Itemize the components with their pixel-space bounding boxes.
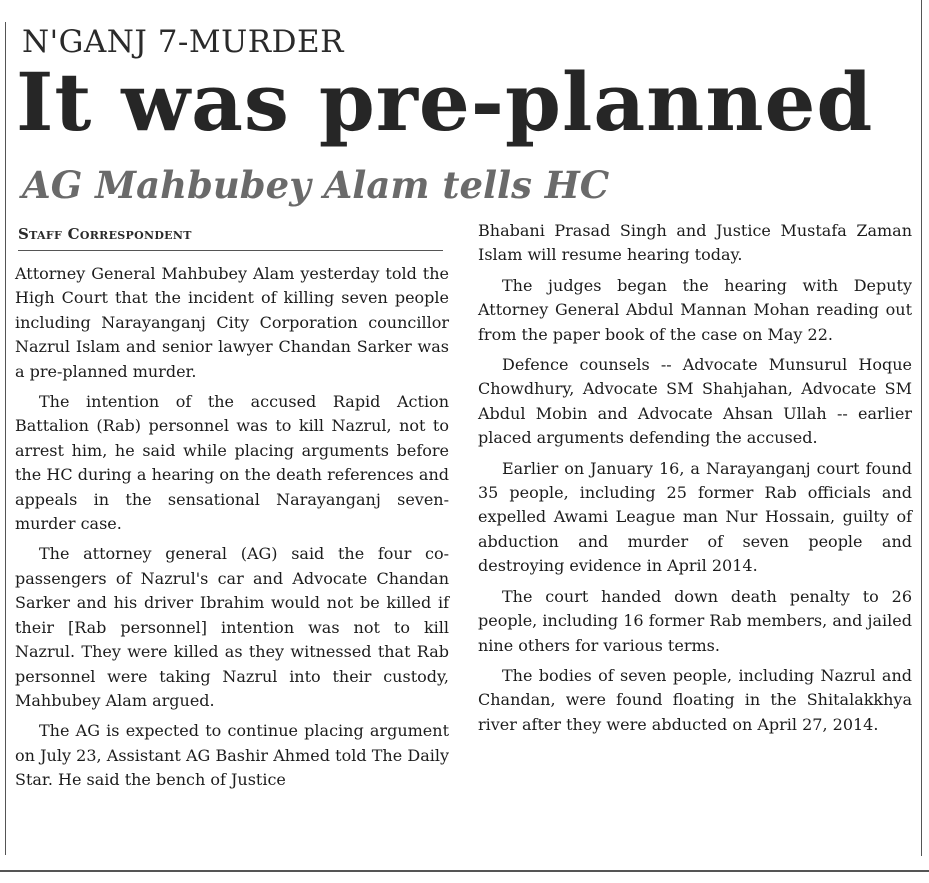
paragraph: The AG is expected to continue placing argument on July 23, Assistant AG Bashir Ahmed told The Daily Star. He said the bench of Justice xyxy=(15,721,449,790)
article-byline: Staff Correspondent xyxy=(18,225,192,243)
paragraph: The court handed down death penalty to 26 people, including 16 former Rab members, and jailed nine others for various terms. xyxy=(478,586,912,655)
clipping-border-left xyxy=(5,22,6,855)
article-column-left xyxy=(15,262,449,862)
paragraph: The judges began the hearing with Deputy Attorney General Abdul Mannan Mohan reading out from the paper book of the case on May 22. xyxy=(478,275,912,344)
clipping-border-right xyxy=(921,0,922,856)
article-subheadline: AG Mahbubey Alam tells HC xyxy=(22,163,610,207)
article-headline: It was pre-planned xyxy=(16,55,874,149)
paragraph: Bhabani Prasad Singh and Justice Mustafa Zaman Islam will resume hearing today. xyxy=(478,221,912,265)
paragraph: Attorney General Mahbubey Alam yesterday told the High Court that the incident of killing seven people including Narayanganj City Corporation councillor Nazrul Islam and senior lawyer Chandan Sarker was a pre-planned murder. xyxy=(15,264,449,381)
paragraph: Earlier on January 16, a Narayanganj court found 35 people, including 25 former Rab officials and expelled Awami League man Nur Hossain, guilty of abduction and murder of seven people and destroying evidence in April 2014. xyxy=(478,458,912,576)
article-kicker: N'GANJ 7-MURDER xyxy=(22,24,344,60)
paragraph: The intention of the accused Rapid Action Battalion (Rab) personnel was to kill Nazrul, not to arrest him, he said while placing arguments before the HC during a hearing on the death references and appeals in the sensational Narayanganj seven-murder case. xyxy=(15,392,449,534)
paragraph: Defence counsels -- Advocate Munsurul Hoque Chowdhury, Advocate SM Shahjahan, Advocate SM Abdul Mobin and Advocate Ahsan Ullah -- earlier placed arguments defending the accused. xyxy=(478,355,912,448)
article-column-right xyxy=(478,219,912,839)
byline-divider xyxy=(18,250,443,251)
paragraph: The bodies of seven people, including Nazrul and Chandan, were found floating in the Shitalakkhya river after they were abducted on April 27, 2014. xyxy=(478,665,912,734)
clipping-border-bottom xyxy=(0,870,929,872)
paragraph: The attorney general (AG) said the four co-passengers of Nazrul's car and Advocate Chandan Sarker and his driver Ibrahim would not be killed if their [Rab personnel] intention was not to kill Nazrul. They were killed as they witnessed that Rab personnel were taking Nazrul into their custody, Mahbubey Alam argued. xyxy=(15,544,449,710)
